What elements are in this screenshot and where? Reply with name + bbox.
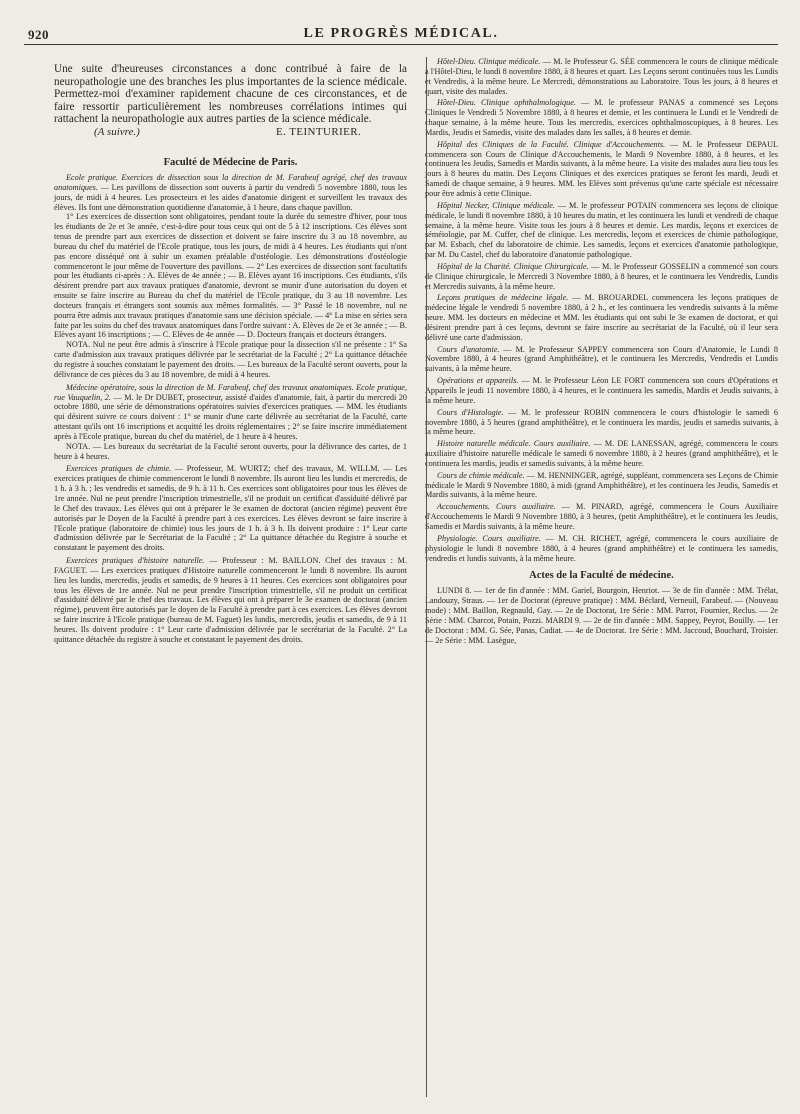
operations-title: Opérations et appareils.	[437, 376, 519, 386]
medecine-legale-title: Leçons pratiques de médecine légale.	[437, 293, 569, 303]
signature-line	[54, 126, 407, 139]
necker-text: — M. le professeur POTAIN commencera ses leçons de clinique médicale, le lundi 8 novembre 1880, à 10 heures du matin, et les continuera les lundi et vendredi de chaque semaine, à la même heure. Visite tous les jours à 8 heures et demie. Les mardis, leçons et exercices de séméiologie, par M. Cuffer, chef de clinique. Les mercredis, leçons et exercices de chimie pathologique, par M. Esbach, chef du laboratoire de chimie. Les samedis, leçons et exercices d'anatomie pathologique, par M. Du Castel, chef du laboratoire d'anatomie pathologique.	[425, 200, 778, 260]
nota-bureaux: NOTA. — Les bureaux du secrétariat de la Faculté seront ouverts, pour la délivrance des cartes, de 1 heure à 4 heures.	[54, 441, 407, 461]
histoire-naturelle-title: Exercices pratiques d'histoire naturelle.	[66, 556, 205, 566]
actes-paragraph: LUNDI 8. — 1er de fin d'année : MM. Gariel, Bourgoin, Henriot. — 3e de fin d'année : MM. Trélat, Landouzy, Straus. — 1er de Doctorat (épreuve pratique) : MM. Béclard, Verneuil, Farabeuf. — (Nouveau mode) : MM. Baillon, Regnauld, Gay. — 2e de Doctorat, 1re Série : MM. Parrot, Fournier, Reclus. — 2e Série : MM. Charcot, Potain, Pozzi. MARDI 9. — 2e de fin d'année : MM. Sappey, Peyrot, Bouilly. — 1er de Doctorat : MM. G. Sée, Panas, Cadiat. — 4e de Doctorat. 1re Série : MM. Jaccoud, Bouchard, Troisier. — 2e Série : MM. Lasègue,	[425, 586, 778, 645]
journal-title: LE PROGRÈS MÉDICAL.	[303, 26, 499, 41]
accouchements-title: Hôpital des Cliniques de la Faculté. Clinique d'Accouchements.	[437, 139, 666, 149]
ecole-pratique-text: — Les pavillons de dissection sont ouverts à partir du vendredi 5 novembre 1880, tous les jours, de midi à 4 heures. Les prosecteurs et les aides d'anatomie dirigent et surveillent les travaux des élèves. Ils font une démonstration quotidienne d'anatomie, à 1 heure, dans chaque pavillon.	[54, 182, 407, 212]
histologie-paragraph	[425, 408, 778, 438]
accouchements-auxiliaire-title: Accouchements. Cours auxiliaire.	[437, 502, 556, 512]
column-divider	[426, 57, 427, 1097]
chimie-paragraph	[54, 464, 407, 553]
accouchements-text: — M. le Professeur DEPAUL commencera son Cours de Clinique d'Accouchements, le Mardi 9 Novembre 1880, à 8 heures, et les continuera les Jeudis, Samedis et Mardis suivants, à la même heure. La visite des malades aura lieu tous les jours à 8 heures du matin. Des Leçons Cliniques et des exercices pratiques se feront les mardi, Jeudi et Samedi de chaque semaine, à 9 heures. MM. les Elèves sont prévenus qu'une carte spéciale est nécessaire pour être admis à cette Clinique.	[425, 139, 778, 198]
chimie-medicale-title: Cours de chimie médicale.	[437, 470, 525, 480]
anatomie-title: Cours d'anatomie.	[437, 344, 500, 354]
histoire-naturelle-medicale-paragraph	[425, 439, 778, 469]
left-column	[54, 57, 407, 647]
anatomie-text: — M. le Professeur SAPPEY commencera son Cours d'Anatomie, le Lundi 8 Novembre 1880, à 4 heures (grand Amphithéâtre), et le continuera les Mercredis, Vendredis et Lundis suivants, à la même heure.	[425, 344, 778, 374]
hotel-dieu-medicale-text: — M. le Professeur G. SÉE commencera le cours de clinique médicale à l'Hôtel-Dieu, le lundi 8 novembre 1880, à 8 heures et quart. Les Leçons seront continuées tous les Lundis et Vendredis, à la même heure. Le Mercredi, démonstrations au Laboratoire. Tous les jours, à 8 heures et quart, visite des malades.	[425, 57, 778, 96]
histologie-title: Cours d'Histologie.	[437, 407, 504, 417]
medecine-legale-paragraph	[425, 293, 778, 342]
hotel-dieu-ophtalmo-paragraph	[425, 98, 778, 137]
necker-title: Hôpital Necker, Clinique médicale.	[437, 200, 555, 210]
actes-heading: Actes de la Faculté de médecine.	[529, 570, 674, 582]
medecine-operatoire-paragraph	[54, 383, 407, 442]
anatomie-paragraph	[425, 345, 778, 375]
histoire-naturelle-paragraph	[54, 556, 407, 645]
faculty-heading: Faculté de Médecine de Paris.	[163, 156, 298, 168]
chimie-medicale-paragraph	[425, 471, 778, 501]
physiologie-title: Physiologie. Cours auxiliaire.	[437, 533, 541, 543]
page-number: 920	[28, 27, 49, 42]
right-column	[425, 57, 778, 647]
operations-paragraph	[425, 376, 778, 406]
accouchements-auxiliaire-paragraph	[425, 502, 778, 532]
ecole-pratique-paragraph	[54, 173, 407, 212]
medecine-operatoire-text: — M. le Dr DUBET, prosecteur, assisté d'aides d'anatomie, fait, à partir du mercredi 20 octobre 1880, une série de démonstrations opératoires suivies d'exercices pratiques. — MM. les étudiants qui désirent suivre ce cours doivent : 1° se munir d'une carte délivrée au secrétariat de la Faculté, carte attestant qu'ils ont 16 inscriptions et acquitté les droits réglementaires ; 2° se faire inscrire immédiatement après à l'Ecole pratique, bureau du chef du matériel, de 1 heure à 4 heures.	[54, 392, 407, 441]
ecole-pratique-title: Ecole pratique. Exercices de dissection sous la direction de M. Farabeuf agrégé, chef des travaux anatomiques.	[54, 172, 407, 192]
page-header	[24, 26, 778, 45]
nota-dissection: NOTA. Nul ne peut être admis à s'inscrire à l'Ecole pratique pour la dissection s'il ne présente : 1° Sa carte d'admission aux travaux pratiques délivrée par le secrétariat de la Faculté ; 2° La quittance détachée du registre à souches constatant le payement des droits. — Les bureaux de la Faculté seront ouverts, pour la délivrance de ces pièces du 3 au 18 novembre, de midi à 4 heures.	[54, 340, 407, 379]
necker-paragraph	[425, 201, 778, 260]
hotel-dieu-ophtalmo-title: Hôtel-Dieu. Clinique ophthalmologique.	[437, 98, 576, 108]
histoire-naturelle-text: — Professeur : M. BAILLON. Chef des travaux : M. FAGUET. — Les exercices pratiques d'Histoire naturelle commenceront le lundi 8 novembre. Ils auront lieu les lundis, mercredis, jeudis et samedis, de 9 heures à 11 heures. Ces exercices sont obligatoires pour tous les élèves de 1re année. Nul ne peut prendre l'inscription trimestrielle, s'il ne produit un certificat d'assiduité délivré par le chef des travaux. Les élèves qui ont à préparer le 3e examen de doctorat (ancien régime), peuvent être autorisés par le doyen de la Faculté à prendre part à ces exercices. Les élèves devront se faire inscrire à l'Ecole pratique (bureau de M. Faguet) les lundis, mercredis, jeudis et samedis, de 9 à 11 heures. Ils doivent produire : 1° Leur carte d'admission délivrée par le secrétariat de la Faculté. 2° La quittance détachée du registre à souche et constatant le payement des droits.	[54, 556, 408, 644]
medecine-legale-text: — M. BROUARDEL commencera les leçons pratiques de médecine légale le vendredi 5 novembre 1880, à 2 h., et les continuera les vendredis suivants à la même heure. MM. les docteurs en médecine et MM. les étudiants qui ont subi le 3e examen de doctorat, et qui désirent prendre part à ces leçons, devront se faire inscrire au secrétariat de la Faculté, où il leur sera délivré une carte d'admission.	[425, 293, 778, 342]
chimie-title: Exercices pratiques de chimie.	[66, 464, 172, 474]
hotel-dieu-ophtalmo-text: — M. le professeur PANAS a commencé ses Leçons Cliniques le Vendredi 5 Novembre 1880, à 8 heures et demie, et les continuera le Lundi et le Vendredi de chaque semaine, à la même heure. Tous les mercredis, exercices ophthalmoscopiques, à 8 heures. Les Mardis, Jeudis et Samedis, visite des malades dans les salles, à 8 heures et demie.	[425, 98, 778, 137]
operations-text: — M. le Professeur Léon LE FORT commencera son cours d'Opérations et Appareils le jeudi 11 novembre 1880, à 4 heures, et le continuera les samedis, Mardis et Jeudis suivants, à la même heure.	[425, 376, 778, 405]
hotel-dieu-medicale-title: Hôtel-Dieu. Clinique médicale.	[437, 57, 541, 66]
physiologie-text: — M. CH. RICHET, agrégé, commencera le cours auxiliaire de physiologie le lundi 8 novembre 1880, à 4 heures (grand amphithéâtre) et le continuera les samedis, vendredis et lundis suivants, à la même heure.	[425, 533, 778, 563]
chimie-medicale-text: — M. HENNINGER, agrégé, suppléant, commencera ses Leçons de Chimie médicale le Mardi 9 Novembre 1880, à midi (grand Amphithéâtre), et les continuera les Jeudis, Samedis et Mardis suivants, à la même heure.	[425, 470, 778, 500]
hotel-dieu-medicale-paragraph	[425, 57, 778, 96]
lead-paragraph: Une suite d'heureuses circonstances a donc contribué à faire de la neuropathologie une des branches les plus importantes de la science médicale. Permettez-moi d'examiner rapidement chacune de ces circonstances, et de faire ressortir particulièrement les nombreuses corrélations intimes qui rattachent la neuropathologie aux autres parties de la science médicale.	[54, 63, 407, 126]
charite-title: Hôpital de la Charité. Clinique Chirurgicale.	[437, 261, 589, 271]
to-be-continued: (A suivre.)	[94, 125, 140, 138]
accouchements-paragraph	[425, 140, 778, 199]
histoire-naturelle-medicale-text: — M. DE LANESSAN, agrégé, commencera le cours auxiliaire d'histoire naturelle médicale le samedi 6 novembre 1880, à 2 heures (grand amphithéâtre), et le continuera les mardis, jeudis et samedis suivants, à la même heure.	[425, 439, 778, 468]
text-columns	[24, 57, 778, 647]
chimie-text: — Professeur, M. WURTZ; chef des travaux, M. WILLM. — Les exercices pratiques de chimie commenceront le lundi 8 novembre. Ils auront lieu les lundis et mercredis, de 1 h. à 3 h. ; les vendredis et samedis, de 9 h. à 11 h. Ces exercices sont obligatoires pour tous les élèves de 1re année. Nul ne peut prendre l'inscription trimestrielle, s'il ne produit un certificat d'assiduité délivré par le Chef des travaux. Les élèves qui ont à préparer le 3e examen de doctorat (ancien régime) peuvent être autorisés par le Doyen de la Faculté à prendre part à ces exercices. Les élèves devront se faire inscrire à l'Ecole pratique (laboratoire de chimie) tous les jours de 1 h. à 3 h. Ils doivent produire : 1° Leur carte d'admission délivrée par le Secrétariat de la Faculté ; 2° La quittance détachée du Registre à souche et constatant le payement des droits.	[54, 464, 407, 553]
medecine-operatoire-title: Médecine opératoire, sous la direction de M. Farabeuf, chef des travaux anatomiques. Ecole pratique, rue Vauquelin, 2.	[54, 382, 407, 402]
histoire-naturelle-medicale-title: Histoire naturelle médicale. Cours auxiliaire.	[437, 439, 591, 449]
physiologie-paragraph	[425, 534, 778, 564]
accouchements-auxiliaire-text: — M. PINARD, agrégé, commencera le Cours Auxiliaire d'Accouchements le Mardi 9 Novembre 1880, à 3 heures, (petit Amphithéâtre), et le continuera les Jeudis, Samedis et Mardis suivants, à la même heure.	[425, 502, 778, 531]
dissection-rules-paragraph: 1° Les exercices de dissection sont obligatoires, pendant toute la durée du semestre d'hiver, pour tous les étudiants de 2e et 3e année, c'est-à-dire pour tous ceux qui ont de 5 à 12 inscriptions. Ces élèves sont tenus de prendre part aux exercices de dissection et doivent se faire inscrire du 3 au 18 novembre, au bureau du chef du matériel de l'Ecole pratique, tous les jours, de midi à 4 heures. Les étudiants qui n'ont pas encore disséqué ont à subir un examen préalable d'ostéologie. Les démonstrations d'ostéologie commenceront le jour même de l'ouverture des pavillons. — 2° Les exercices de dissection sont facultatifs pour les étudiants ci-après : A. Elèves de 4e année ; — B. Elèves ayant 16 inscriptions. Ces étudiants, s'ils désirent prendre part aux travaux pratiques d'anatomie, devront se munir d'une autorisation du doyen et ensuite se faire inscrire au Bureau du chef du matériel de l'Ecole pratique, du 3 au 18 novembre. Les docteurs français et étrangers sont soumis aux mêmes formalités. — 3° Passé le 18 novembre, nul ne pourra être admis aux travaux pratiques d'anatomie sans une décision spéciale. — 4° La mise en séries sera faite par les soins du chef des travaux anatomiques dans l'ordre suivant : A. Elèves de 2e et 3e année ; — B. Elèves ayant 16 inscriptions ; — C. Elèves de 4e année — D. Docteurs français et docteurs étrangers.	[54, 212, 407, 340]
histologie-text: — M. le professeur ROBIN commencera le cours d'histologie le samedi 6 novembre 1880, à 5 heures (grand amphithéâtre), et le continuera les mardis, jeudis et samedis suivants, à la même heure.	[425, 407, 778, 437]
charite-paragraph	[425, 262, 778, 292]
article-author: E. TEINTURIER.	[276, 125, 362, 138]
charite-text: — M. le Professeur GOSSELIN a commencé son cours de Clinique chirurgicale, le Mercredi 3 Novembre 1880, à 8 heures, et le continuera les Vendredis, Lundis et Mercredis suivants, à la même heure.	[425, 261, 778, 291]
